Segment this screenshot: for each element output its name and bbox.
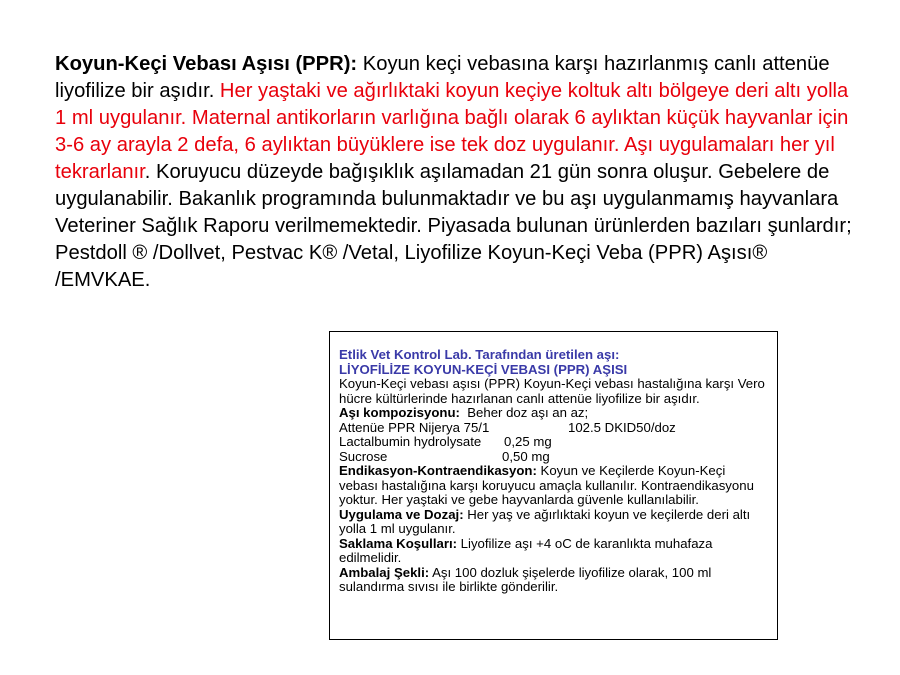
paragraph-title: Koyun-Keçi Vebası Aşısı (PPR): [55, 53, 358, 75]
composition-row [339, 421, 767, 436]
composition-value: 0,25 mg [504, 434, 552, 449]
composition-name: Lactalbumin hydrolysate [339, 434, 482, 449]
storage-text: Liyofilize aşı +4 oC de karanlıkta muhafaza edilmelidir. [339, 535, 713, 565]
indication-label: Endikasyon-Kontraendikasyon: [339, 463, 537, 478]
box-heading-product: LİYOFİLİZE KOYUN-KEÇİ VEBASI (PPR) AŞISI [339, 361, 628, 377]
composition-label: Aşı kompozisyonu: [339, 405, 460, 420]
package-section [339, 566, 767, 595]
dosage-section [339, 508, 767, 537]
composition-name: Attenüe PPR Nijerya 75/1 [339, 419, 490, 435]
package-label: Ambalaj Şekli: [339, 564, 430, 580]
composition-value: 0,50 mg [502, 448, 550, 464]
indication-text: Koyun ve Keçilerde Koyun-Keçi vebası hastalığına karşı koruyucu amaçla kullanılır. Kontraendikasyonu yoktur. Her yaştaki ve gebe hayvanlarda güvenle kullanılabilir. [339, 463, 754, 507]
dosage-label: Uygulama ve Dozaj: [339, 506, 464, 522]
composition-name: Sucrose [339, 448, 388, 464]
storage-label: Saklama Koşulları: [339, 535, 458, 551]
composition-text: Beher doz aşı an az; [459, 405, 589, 420]
box-description: Koyun-Keçi vebası aşısı (PPR) Koyun-Keçi vebası hastalığına karşı Vero hücre kültürlerinde hazırlanan canlı attenüe liyofilize bir aşıdır. [339, 376, 765, 406]
indication-section [339, 464, 767, 508]
composition-value: 102.5 DKID50/doz [568, 419, 676, 435]
box-heading-producer: Etlik Vet Kontrol Lab. Tarafından üretilen aşı: [339, 347, 620, 362]
package-text: Aşı 100 dozluk şişelerde liyofilize olarak, 100 ml sulandırma sıvısı ile birlikte gönderilir. [339, 564, 712, 594]
composition-line [339, 406, 767, 421]
composition-row [339, 435, 767, 450]
paragraph-intro: Koyun keçi vebasına karşı hazırlanmış canlı attenüe liyofilize bir aşıdır. [55, 53, 830, 102]
dosage-text: Her yaş ve ağırlıktaki koyun ve keçilerde deri altı yolla 1 ml uygulanır. [339, 506, 751, 536]
storage-section [339, 537, 767, 566]
paragraph-rest: . Koruyucu düzeyde bağışıklık aşılamadan 21 gün sonra oluşur. Gebelere de uygulanabilir. Bakanlık programında bulunmaktadır ve bu aşı uygulanmamış hayvanlara Veteriner Sağlık Raporu verilmemektedir. Piyasada bulunan ürünlerden bazıları şunlardır; Pestdoll ® /Dollvet, Pestvac K® /Vetal, Liyofilize Koyun-Keçi Veba (PPR) Aşısı® /EMVKAE. [55, 161, 852, 291]
vaccine-info-box [329, 331, 778, 640]
paragraph-red-text: Her yaştaki ve ağırlıktaki koyun keçiye koltuk altı bölgeye deri altı yolla 1 ml uygulanır. Maternal antikorların varlığına bağlı olarak 6 aylıktan küçük hayvanlar için 3-6 ay arayla 2 defa, 6 aylıktan büyüklere ise tek doz uygulanır. Aşı uygulamaları her yıl tekrarlanır [55, 80, 849, 183]
composition-row [339, 450, 767, 465]
main-paragraph [55, 51, 855, 294]
